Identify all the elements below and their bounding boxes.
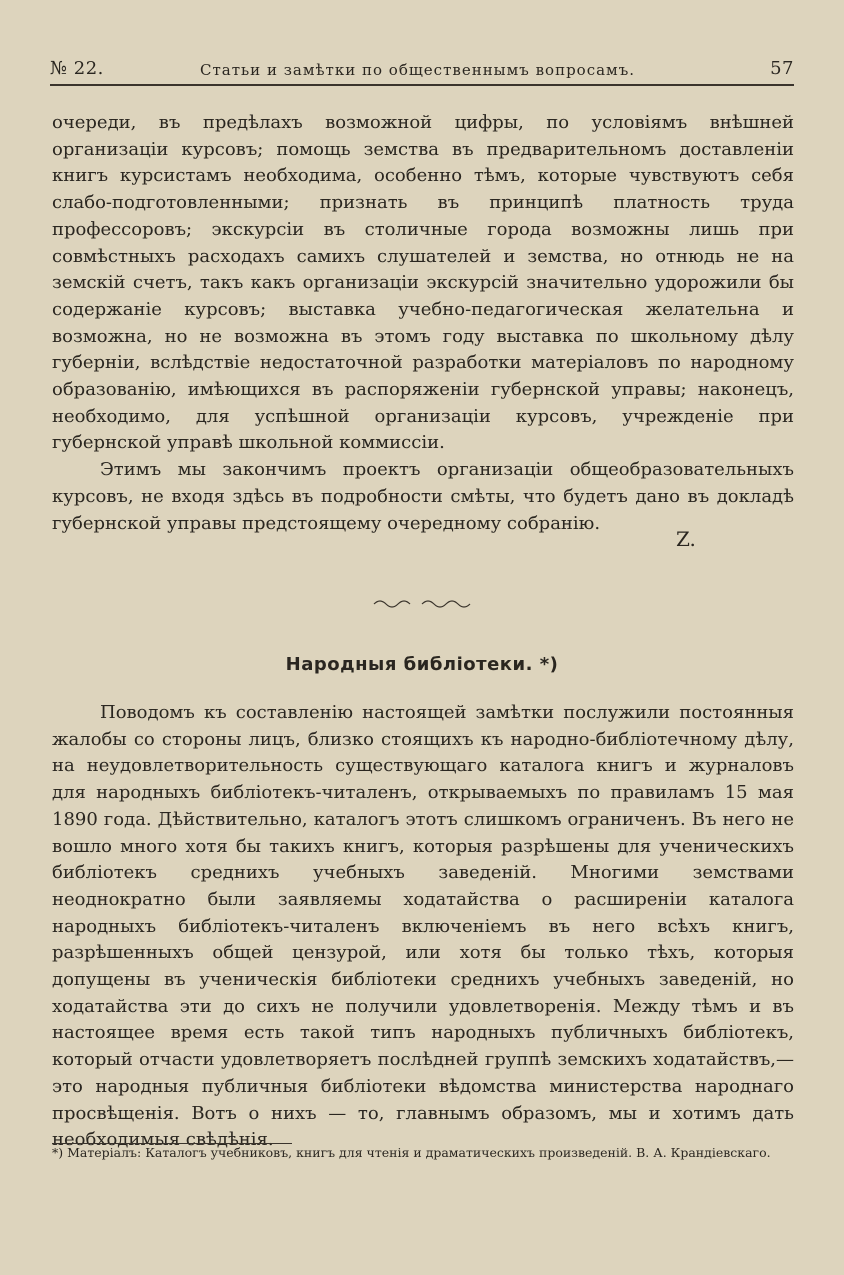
issue-number: № 22. [50,58,104,79]
footnote: *) Матеріалъ: Каталогъ учебниковъ, книгъ для чтенія и драматическихъ произведеній. В. А. Крандіевскаго. [52,1145,771,1160]
paragraph: очереди, въ предѣлахъ возможной цифры, по условіямъ внѣшней организаціи курсовъ; помощь земства въ предварительномъ доставленіи книгъ курсистамъ необходима, особенно тѣмъ, которые чувствуютъ себя слабо-подготовленными; признать въ принципѣ платность труда профессоровъ; экскурсіи въ столичные города возможны лишь при совмѣстныхъ расходахъ самихъ слушателей и земства, но отнюдь не на земскій счетъ, такъ какъ организаціи экскурсій значительно удорожили бы содержаніе курсовъ; выставка учебно-педагогическая желательна и возможна, но не возможна въ этомъ году выставка по школьному дѣлу губерніи, вслѣдствіе недостаточной разработки матеріаловъ по народному образованію, имѣющихся въ распоряженіи губернской управы; наконецъ, необходимо, для успѣшной организаціи курсовъ, учрежденіе при губернской управѣ школьной коммиссіи. [52,112,794,454]
page-number: 57 [770,58,794,79]
article-body [52,700,794,1154]
paragraph: Поводомъ къ составленію настоящей замѣтки послужили постоянныя жалобы со стороны лицъ, близко стоящихъ къ народно-библіотечному дѣлу, на неудовлетворительность существующаго каталога книгъ и журналовъ для народныхъ библіотекъ-читаленъ, открываемыхъ по правиламъ 15 мая 1890 года. Дѣйствительно, каталогъ этотъ слишкомъ ограниченъ. Въ него не вошло много хотя бы такихъ книгъ, которыя разрѣшены для ученическихъ библіотекъ среднихъ учебныхъ заведеній. Многими земствами неоднократно были заявляемы ходатайства о расширеніи каталога народныхъ библіотекъ-читаленъ включеніемъ въ него всѣхъ книгъ, разрѣшенныхъ общей цензурой, или хотя бы только тѣхъ, которыя допущены въ ученическія библіотеки среднихъ учебныхъ заведеній, но ходатайства эти до сихъ не получили удовлетворенія. Между тѣмъ и въ настоящее время есть такой типъ народныхъ публичныхъ библіотекъ, который отчасти удовлетворяетъ послѣдней группѣ земскихъ ходатайствъ,—это народныя публичныя библіотеки вѣдомства министерства народнаго просвѣщенія. Вотъ о нихъ — то, главнымъ образомъ, мы и хотимъ дать необходимыя свѣдѣнія. [52,702,794,1151]
separator-ornament-icon [372,596,472,610]
section-title: Народныя библіотеки. *) [285,654,559,675]
running-title: Статьи и замѣтки по общественнымъ вопросамъ. [200,61,636,79]
page-header [50,58,794,86]
paragraph: Этимъ мы закончимъ проектъ организаціи общеобразовательныхъ курсовъ, не входя здѣсь въ подробности смѣты, что будетъ дано въ докладѣ губернской управы предстоящему очередному собранію. [52,459,794,534]
article-continuation [52,110,794,537]
author-signature: Z. [676,527,696,551]
